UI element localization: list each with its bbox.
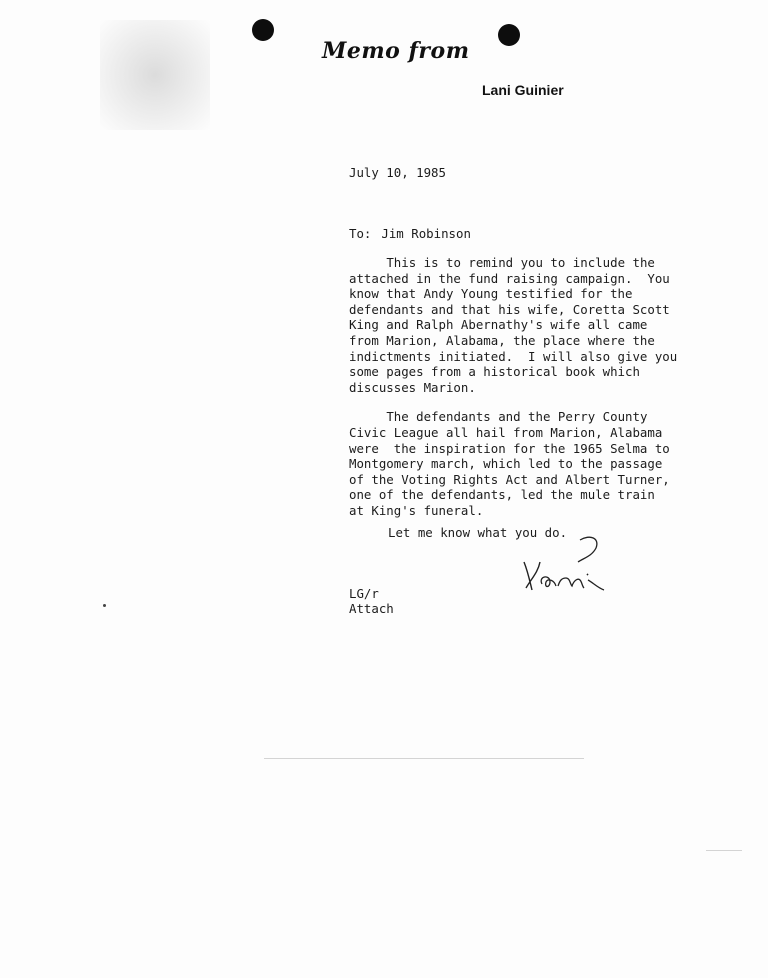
memo-body (349, 255, 689, 533)
typist-initials: LG/r (349, 586, 379, 601)
handwritten-signature (518, 532, 618, 602)
to-label: To: (349, 226, 372, 241)
body-paragraph: This is to remind you to include the attached in the fund raising campaign. You know that Andy Young testified for the defendants and that his wife, Coretta Scott King and Ralph Abernathy's wife all came from Marion, Alabama, the place where the indictments initiated. I will also give you some pages from a historical book which discusses Marion. (349, 255, 678, 395)
punch-hole-right (498, 24, 520, 46)
closing-line: Let me know what you do. (388, 525, 568, 540)
memo-date: July 10, 1985 (349, 165, 446, 180)
memo-from-heading: Memo from (322, 38, 470, 64)
punch-hole-left (252, 19, 274, 41)
scan-speck (103, 604, 106, 607)
recipient-name: Jim Robinson (381, 226, 471, 241)
body-paragraph: The defendants and the Perry County Civic League all hail from Marion, Alabama were the inspiration for the 1965 Selma to Montgomery march, which led to the passage of the Voting Rights Act and Albert Turner, one of the defendants, led the mule train at King's funeral. (349, 409, 670, 518)
scan-edge-line (264, 758, 584, 759)
recipient-line (349, 226, 471, 242)
scan-edge-line (706, 850, 742, 851)
sender-name: Lani Guinier (482, 82, 564, 98)
enclosure-note: Attach (349, 601, 394, 616)
scan-smudge (100, 20, 210, 130)
